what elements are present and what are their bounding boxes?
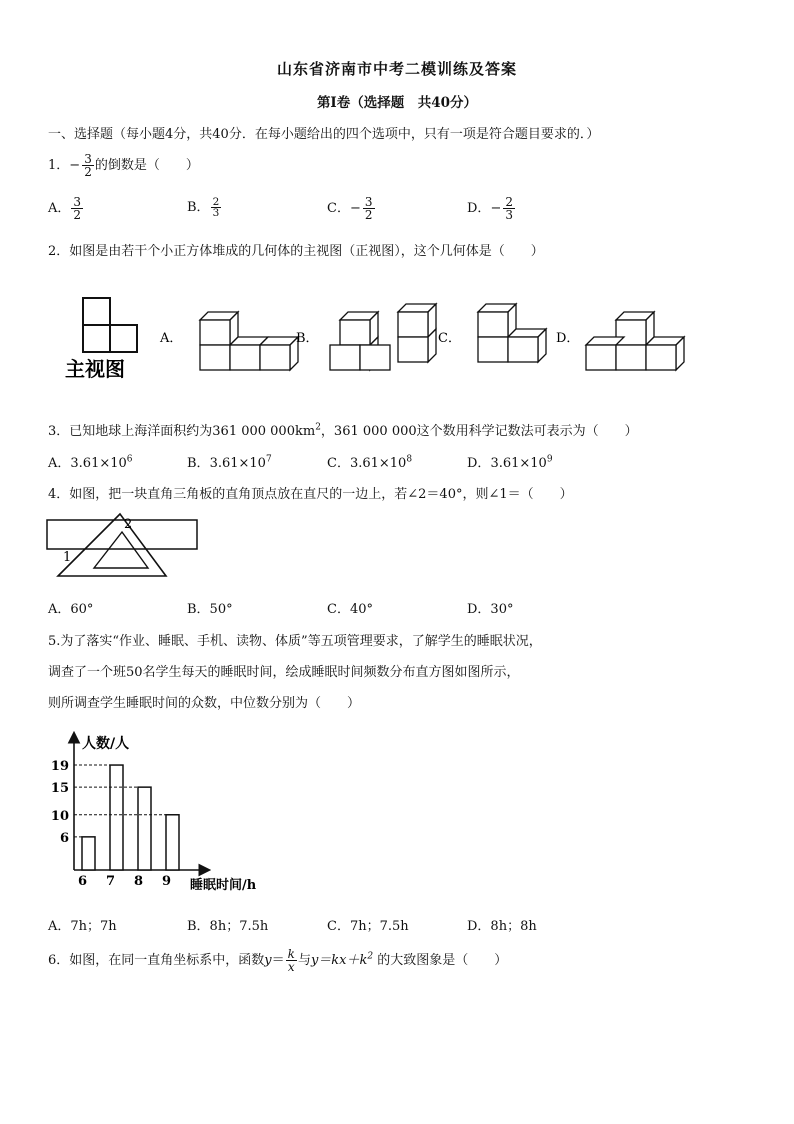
y-tick-10: 10 xyxy=(50,808,69,824)
q5-option-a: A．7h；7h xyxy=(48,919,117,934)
q5-option-c: C．7h；7.5h xyxy=(327,919,409,934)
page-title: 山东省济南市中考二模训练及答案 xyxy=(276,60,517,78)
y-tick-6: 6 xyxy=(59,830,69,846)
q1-number: 1． xyxy=(48,158,70,173)
q5-line-3: 则所调查学生睡眠时间的众数，中位数分别为（ ） xyxy=(48,696,361,711)
x-tick-7: 7 xyxy=(106,874,116,889)
bar-6 xyxy=(82,837,95,870)
q4-option-b: B．50° xyxy=(187,602,233,617)
q5-option-d: D．8h；8h xyxy=(467,919,537,934)
angle-1-label: 1 xyxy=(63,550,72,565)
q3-option-b: B．$3.61\times 10^7$ xyxy=(187,454,272,471)
angle-2-label: 2 xyxy=(124,517,133,532)
q4-option-d: D．30° xyxy=(467,602,514,617)
q4-option-c: C．40° xyxy=(327,602,373,617)
q2-option-c-solid xyxy=(478,304,546,362)
q3-option-a: A．$3.61\times 10^6$ xyxy=(48,454,133,471)
front-view-drawing xyxy=(83,298,137,352)
front-view-label: 主视图 xyxy=(65,357,125,381)
q1-stem xyxy=(48,153,199,178)
q4-option-a: A．60° xyxy=(48,602,94,617)
x-tick-6: 6 xyxy=(78,874,88,889)
q5-line-2: 调查了一个班50名学生每天的睡眠时间，绘成睡眠时间频数分布直方图如图所示， xyxy=(48,665,520,680)
bar-9 xyxy=(166,815,179,870)
q3-stem: 3．已知地球上海洋面积约为361 000 $000km^2$，361 000 000这个数用科学记数法可表示为（ ） xyxy=(48,422,638,439)
q1-fraction: $\frac{3}{2}$ xyxy=(84,152,92,179)
q1-option-d: D．− $\frac{2}{3}$ xyxy=(467,195,513,222)
q1-option-b: B． $\frac{2}{3}$ xyxy=(187,195,220,219)
q2-option-a-solid xyxy=(200,312,298,370)
q2-stem: 2．如图是由若干个小正方体堆成的几何体的主视图（正视图），这个几何体是（ ） xyxy=(48,244,544,259)
y-tick-15: 15 xyxy=(50,781,69,797)
q1-stem-tail: 的倒数是（ ） xyxy=(94,158,199,173)
instructions: 一、选择题（每小题4分，共40分．在每小题给出的四个选项中，只有一项是符合题目要求的．） xyxy=(48,127,600,142)
q4-stem: 4．如图，把一块直角三角板的直角顶点放在直尺的一边上，若∠2＝40°，则∠1＝（ ） xyxy=(48,487,573,502)
q3-option-d: D．$3.61\times 10^9$ xyxy=(467,454,553,471)
q2-option-a-label: A． xyxy=(160,331,183,346)
q1-option-a: A． $\frac{3}{2}$ xyxy=(48,195,82,222)
bar-8 xyxy=(138,787,151,870)
q1-sign: − xyxy=(69,158,81,173)
q2-figure xyxy=(60,290,700,390)
ruler xyxy=(47,520,197,549)
q5-histogram xyxy=(40,728,290,896)
q2-option-c-label: C． xyxy=(438,331,461,346)
q2-option-b-solid xyxy=(330,304,436,370)
q6-stem: 6．如图，在同一直角坐标系中，函数y＝ $\frac{k}{x}$ 与$y=kx+k^2$ 的大致图象是（ ） xyxy=(48,947,508,974)
q2-option-d-solid xyxy=(586,312,684,370)
y-tick-19: 19 xyxy=(50,759,69,775)
q5-option-b: B．8h；7.5h xyxy=(187,919,269,934)
section-title: 第Ⅰ卷（选择题 共40分） xyxy=(316,95,478,111)
q4-figure xyxy=(44,510,204,588)
q1-option-c: C．− $\frac{3}{2}$ xyxy=(327,195,373,222)
x-axis-label: 睡眠时间/h xyxy=(190,878,257,893)
x-tick-9: 9 xyxy=(162,874,172,889)
q2-option-d-label: D． xyxy=(556,331,580,346)
q3-option-c: C．$3.61\times 10^8$ xyxy=(327,454,413,471)
y-axis-label: 人数/人 xyxy=(82,736,130,752)
q2-option-b-label: B． xyxy=(296,331,319,346)
q5-line-1: 5.为了落实“作业、睡眠、手机、读物、体质”等五项管理要求，了解学生的睡眠状况， xyxy=(48,634,542,649)
x-tick-8: 8 xyxy=(134,874,144,889)
bar-7 xyxy=(110,765,123,870)
